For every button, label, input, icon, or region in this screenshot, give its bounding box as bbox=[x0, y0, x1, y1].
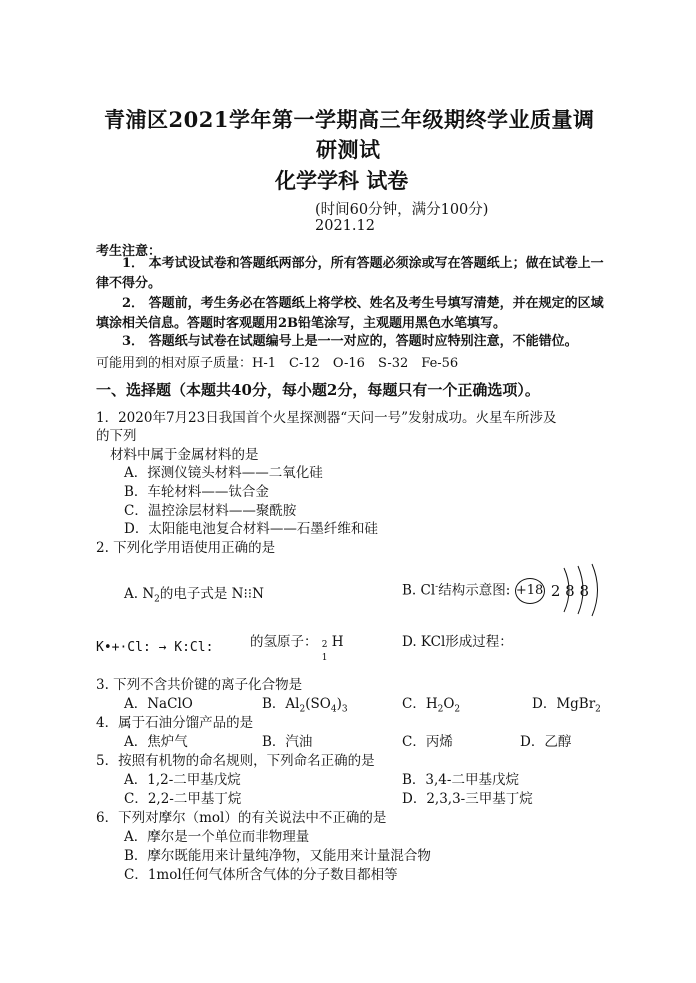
q2-stem: 2. 下列化学用语使用正确的是 bbox=[96, 540, 276, 556]
q5-option-b: B．3,4-二甲基戊烷 bbox=[402, 772, 519, 788]
q3-d-sub: 2 bbox=[595, 704, 601, 715]
q2-b-suffix: 结构示意图: bbox=[438, 582, 511, 599]
q3-d-prefix: D．MgBr bbox=[532, 696, 596, 712]
q1-stem-line2: 的下列 bbox=[96, 428, 137, 444]
note-item-1: 1． 本考试设试卷和答题纸两部分，所有答题必须涂或写在答题纸上；做在试卷上一律不得分。 bbox=[96, 256, 604, 291]
q3-b-sub2: 4 bbox=[330, 704, 337, 715]
electron-shells: 2 8 8 bbox=[550, 582, 590, 600]
q2-option-c bbox=[250, 630, 344, 663]
q5-stem: 5．按照有机物的命名规则，下列命名正确的是 bbox=[96, 753, 375, 769]
q2-a-prefix: A. N bbox=[124, 586, 155, 602]
chlorine-nucleus-circle: +18 bbox=[515, 578, 545, 604]
q4-stem: 4．属于石油分馏产品的是 bbox=[96, 715, 254, 731]
q3-option-c bbox=[402, 692, 461, 715]
q2-a-suffix: 的电子式是 N⁝⁝N bbox=[159, 586, 264, 602]
q3-b-sub3: 3 bbox=[341, 704, 348, 715]
q4-option-c: C．丙烯 bbox=[402, 734, 453, 750]
q2-a-sub: 2 bbox=[154, 594, 160, 605]
q3-option-b bbox=[262, 692, 348, 715]
q2-option-a bbox=[124, 582, 264, 605]
q6-option-b: B．摩尔既能用来计量纯净物，又能用来计量混合物 bbox=[124, 848, 431, 864]
q2-c-symbol: H bbox=[331, 634, 344, 650]
section-heading: 一、选择题（本题共40分，每小题2分，每题只有一个正确选项）。 bbox=[96, 381, 540, 399]
q6-option-a: A．摩尔是一个单位而非物理量 bbox=[124, 829, 310, 845]
q1-stem-line1: 1．2020年7月23日我国首个火星探测器“天问一号”发射成功。火星车所涉及 bbox=[96, 410, 557, 426]
notes-heading: 考生注意： bbox=[96, 244, 162, 259]
q2-option-c-formula: K•+·Cl: → K:Cl: bbox=[96, 640, 214, 655]
atomic-masses: 可能用到的相对原子质量：H-1 C-12 O-16 S-32 Fe-56 bbox=[96, 356, 459, 371]
q6-option-c: C．1mol任何气体所含气体的分子数目都相等 bbox=[124, 867, 398, 883]
q3-c-sub1: 2 bbox=[437, 704, 444, 715]
q3-b-prefix: B．Al bbox=[262, 696, 300, 712]
q3-c-mid: O bbox=[443, 696, 455, 712]
q3-c-prefix: C．H bbox=[402, 696, 438, 712]
q2-b-sup: - bbox=[435, 582, 439, 592]
q4-option-a: A．焦炉气 bbox=[124, 734, 188, 750]
q4-option-b: B．汽油 bbox=[262, 734, 313, 750]
paper-subject: 化学学科 试卷 bbox=[275, 168, 409, 193]
q3-c-sub2: 2 bbox=[454, 704, 461, 715]
q1-option-a: A．探测仪镜头材料——二氧化硅 bbox=[124, 465, 323, 481]
q3-b-sub1: 2 bbox=[299, 704, 306, 715]
q2-c-text: 的氢原子： bbox=[250, 634, 318, 650]
q1-option-b: B．车轮材料——钛合金 bbox=[124, 484, 269, 500]
paper-title-line2: 研测试 bbox=[316, 137, 381, 162]
q4-option-d: D．乙醇 bbox=[520, 734, 572, 750]
q3-option-a: A．NaClO bbox=[124, 696, 193, 712]
q1-option-c: C．温控涂层材料——聚酰胺 bbox=[124, 503, 297, 519]
q1-option-d: D．太阳能电池复合材料——石墨纤维和硅 bbox=[124, 521, 378, 537]
note-item-2: 2． 答题前，考生务必在答题纸上将学校、姓名及考生号填写清楚，并在规定的区域填涂相关信息。答题时客观题用2B铅笔涂写，主观题用黑色水笔填写。 bbox=[96, 296, 604, 331]
q3-b-mid: (SO bbox=[305, 696, 331, 712]
q2-c-sub: 1 bbox=[321, 653, 328, 663]
note-item-3: 3． 答题纸与试卷在试题编号上是一一对应的，答题时应特别注意，不能错位。 bbox=[122, 334, 578, 349]
q2-b-prefix: B. Cl bbox=[402, 582, 436, 599]
q3-option-d bbox=[532, 692, 601, 715]
q6-stem: 6．下列对摩尔（mol）的有关说法中不正确的是 bbox=[96, 810, 387, 826]
q1-stem-line3: 材料中属于金属材料的是 bbox=[110, 447, 259, 463]
electron-shell-arcs bbox=[558, 560, 618, 620]
q5-option-c: C．2,2-二甲基丁烷 bbox=[124, 791, 242, 807]
paper-title-line1: 青浦区2021学年第一学期高三年级期终学业质量调 bbox=[104, 107, 595, 132]
q5-option-a: A．1,2-二甲基戊烷 bbox=[124, 772, 241, 788]
exam-time-info: (时间60分钟，满分100分) bbox=[315, 202, 489, 218]
q5-option-d: D．2,3,3-三甲基丁烷 bbox=[402, 791, 533, 807]
q2-option-d: D. KCl形成过程： bbox=[402, 634, 513, 650]
q2-c-sup: 2 bbox=[321, 640, 328, 650]
exam-date: 2021.12 bbox=[315, 218, 375, 234]
q3-stem: 3. 下列不含共价键的离子化合物是 bbox=[96, 677, 303, 693]
q3-b-end: ) bbox=[336, 696, 342, 712]
